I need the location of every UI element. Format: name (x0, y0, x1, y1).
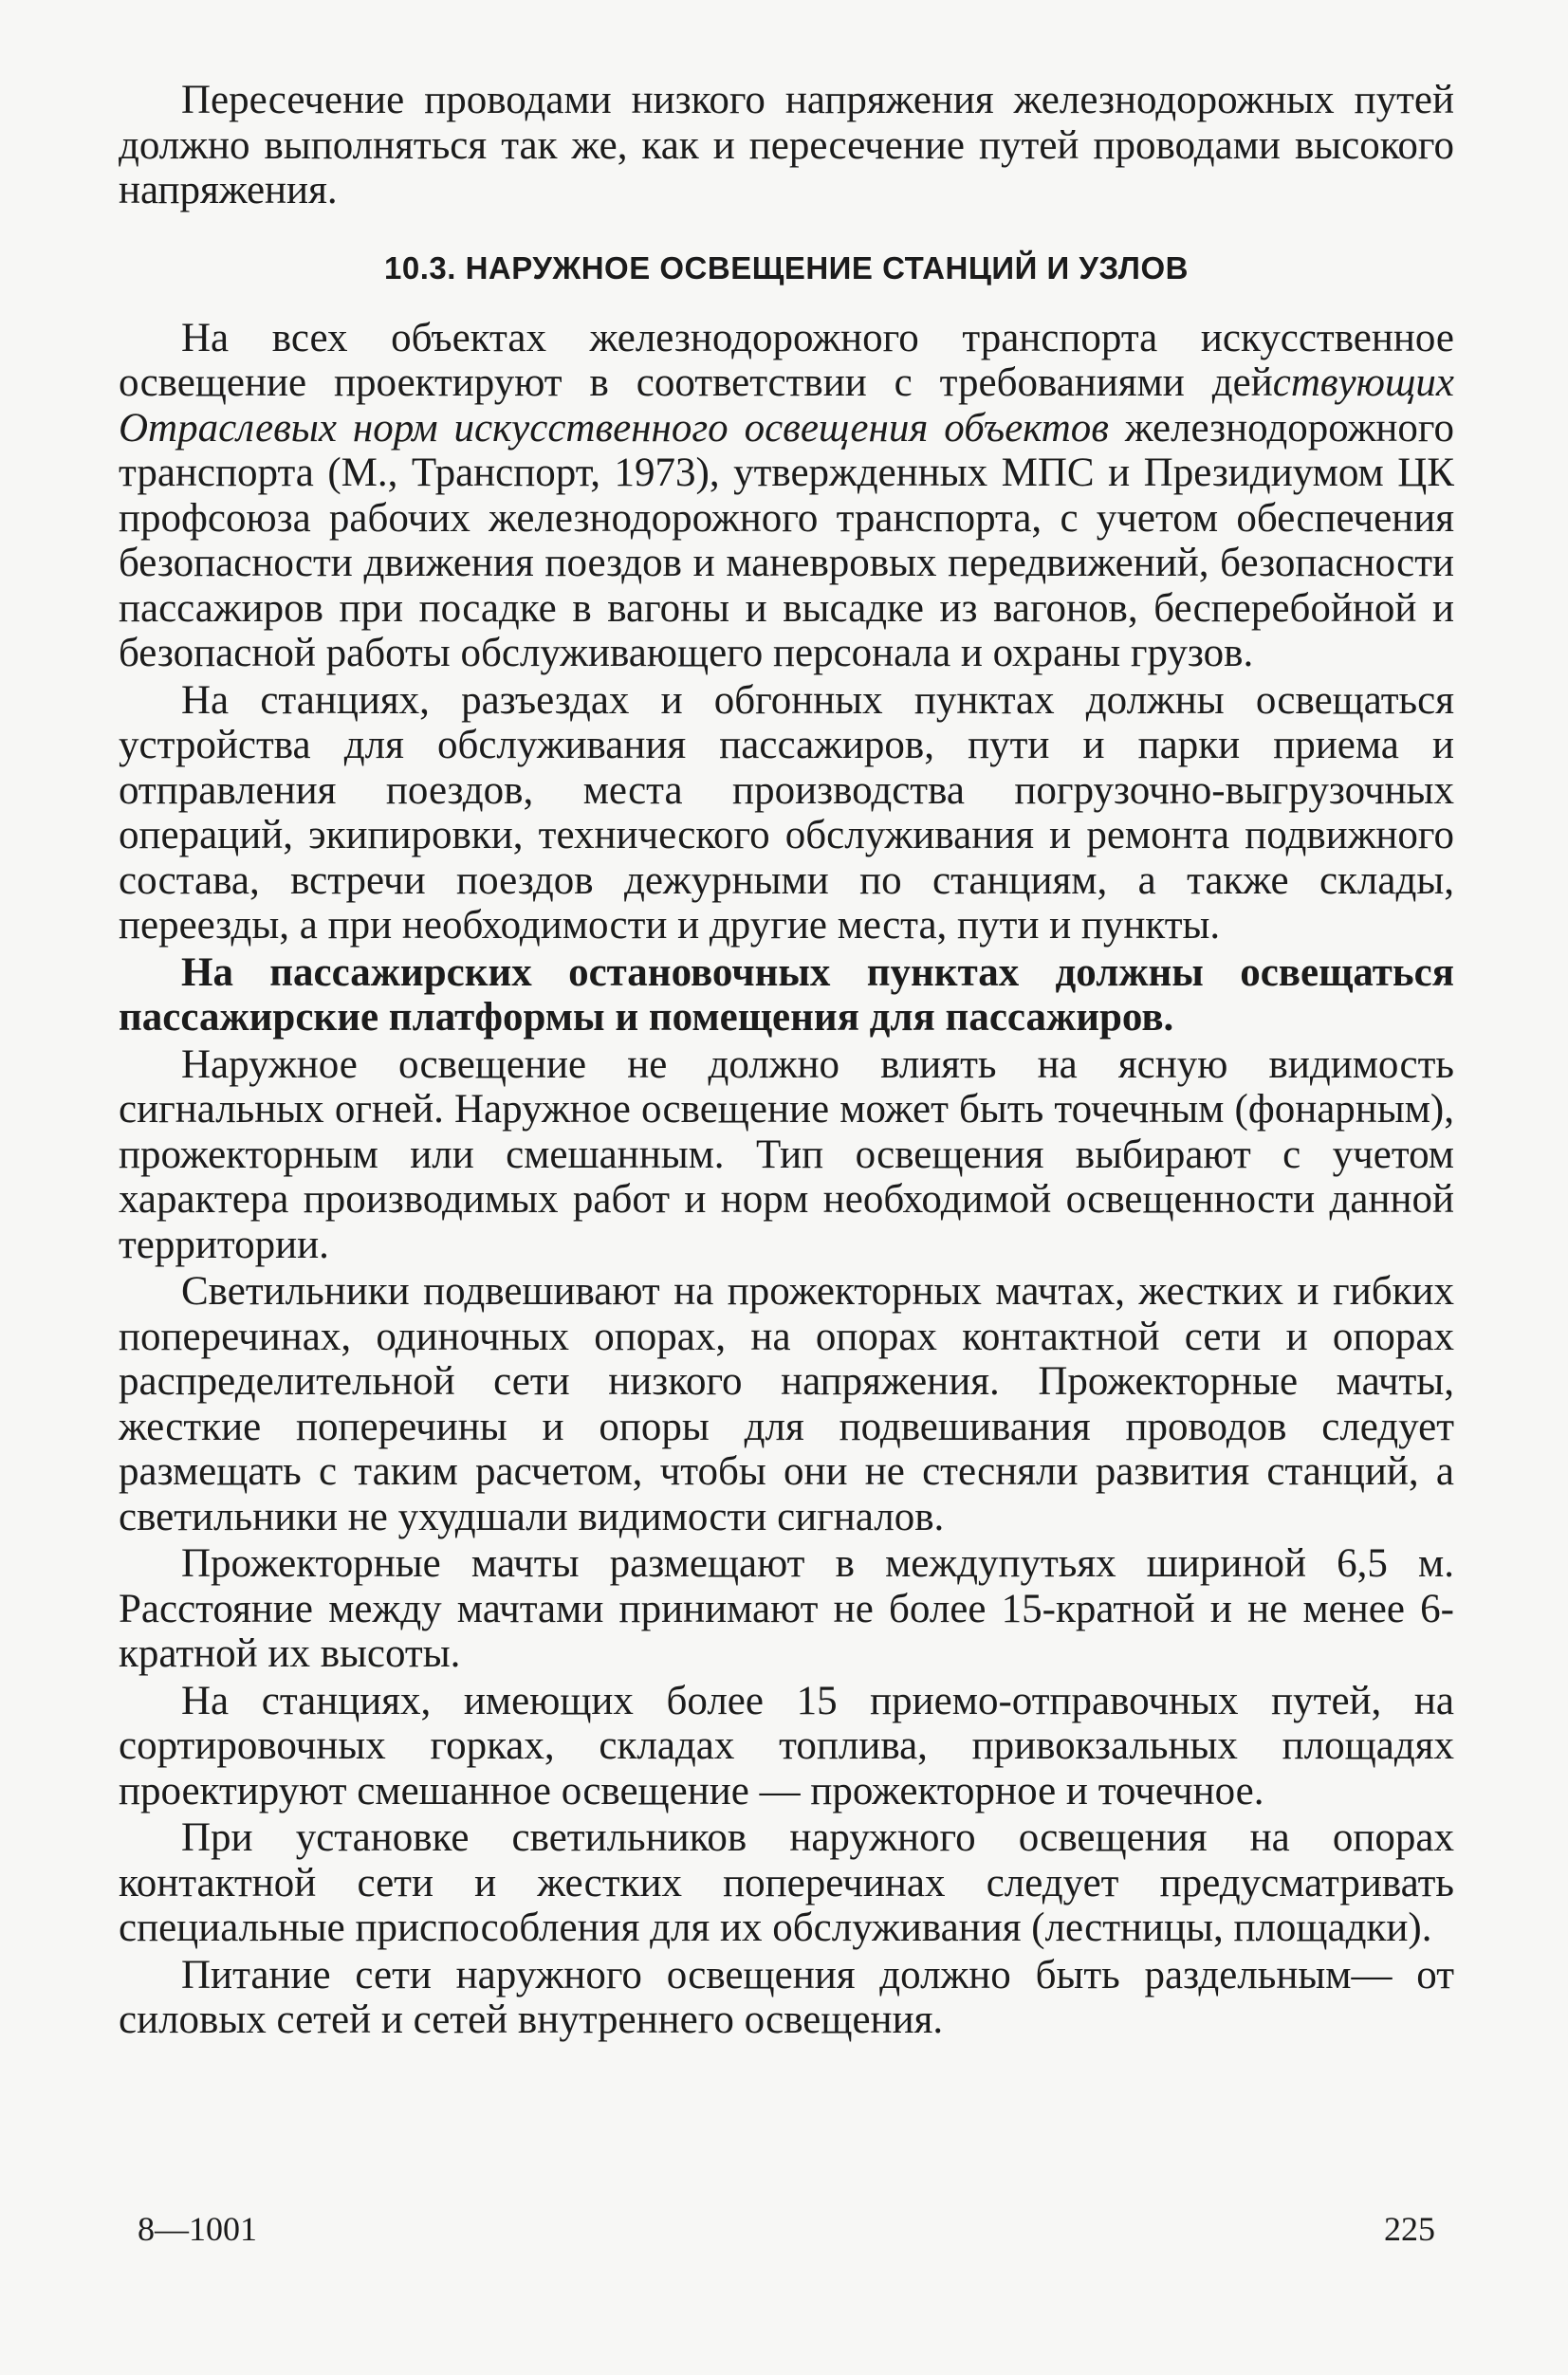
norms-title-italic: ствующих Отраслевых норм искусственного освещения объектов (119, 360, 1454, 451)
paragraph-luminaires: Светильники подвешивают на прожекторных мачтах, жестких и гибких поперечинах, одиночных опорах, на опорах контактной сети и опорах распределительной сети низкого напряжения. Прожекторные мачты, жесткие поперечины и опоры для подвешивания проводов следует размещать с таким расчетом, чтобы они не стесняли развития станций, а светильники не ухудшали видимости сигналов. (119, 1269, 1454, 1539)
section-heading: 10.3. НАРУЖНОЕ ОСВЕЩЕНИЕ СТАНЦИЙ И УЗЛОВ (384, 249, 1189, 285)
paragraph-power-supply: Питание сети наружного освещения должно быть раздельным— от силовых сетей и сетей внутреннего освещения. (119, 1952, 1454, 2042)
intro-paragraph: Пересечение проводами низкого напряжения железнодорожных путей должно выполняться так же, как и пересечение путей проводами высокого напряжения. (119, 78, 1454, 212)
paragraph-lighting-norms-start: На всех объектах железнодорожного транспорта искусственное освещение проектируют в соответствии с требованиями дей (119, 315, 1454, 405)
paragraph-signal-visibility: Наружное освещение не должно влиять на ясную видимость сигнальных огней. Наружное освещение может быть точечным (фонарным), прожекторным или смешанным. Тип освещения выбирают с учетом характера производимых работ и норм необходимой освещенности данной территории. (119, 1041, 1454, 1267)
paragraph-passenger-stops: На пассажирских остановочных пунктах должны освещаться пассажирские платформы и помещения для пассажиров. (119, 949, 1454, 1040)
signature-mark: 8—1001 (138, 2210, 257, 2248)
paragraph-masts: Прожекторные мачты размещают в междупутьях шириной 6,5 м. Расстояние между мачтами принимают не более 15-кратной и не менее 6-кратной их высоты. (119, 1541, 1454, 1676)
paragraph-installation: При установке светильников наружного освещения на опорах контактной сети и жестких поперечинах следует предусматривать специальные приспособления для их обслуживания (лестницы, площадки). (119, 1815, 1454, 1950)
paragraph-mixed-lighting: На станциях, имеющих более 15 приемо-отправочных путей, на сортировочных горках, складах топлива, привокзальных площадях проектируют смешанное освещение — прожекторное и точечное. (119, 1678, 1454, 1813)
paragraph-lighting-norms (119, 316, 1454, 676)
page-number: 225 (1384, 2210, 1435, 2248)
page-content (119, 78, 1454, 2043)
paragraph-stations: На станциях, разъездах и обгонных пунктах должны освещаться устройства для обслуживания пассажиров, пути и парки приема и отправления поездов, места производства погрузочно-выгрузочных операций, экипировки, технического обслуживания и ремонта подвижного состава, встречи поездов дежурными по станциям, а также склады, переезды, а при необходимости и другие места, пути и пункты. (119, 677, 1454, 948)
paragraph-lighting-norms-end: железнодорожного транспорта (М., Транспорт, 1973), утвержденных МПС и Президиумом ЦК профсоюза рабочих железнодорожного транспорта, с учетом обеспечения безопасности движения поездов и маневровых передвижений, безопасности пассажиров при посадке в вагоны и высадке из вагонов, бесперебойной и безопасной работы обслуживающего персонала и охраны грузов. (119, 405, 1454, 675)
